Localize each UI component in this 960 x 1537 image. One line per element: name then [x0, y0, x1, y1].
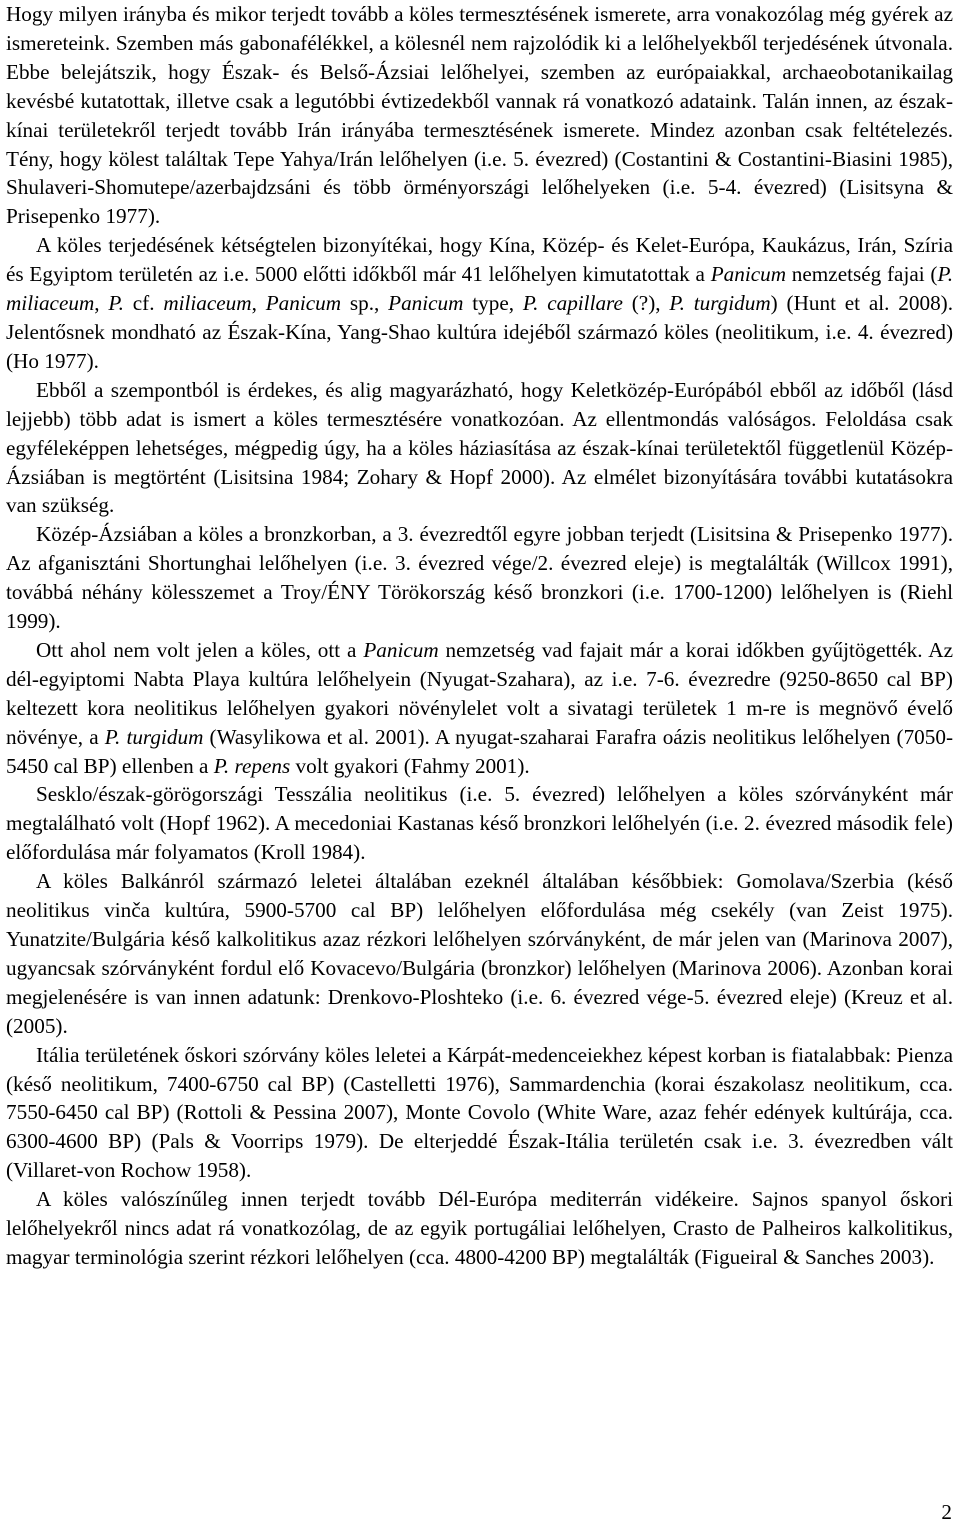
italic-text-run: P. repens — [213, 753, 291, 778]
paragraph — [6, 376, 953, 521]
text-run: A köles valószínűleg innen terjedt tovább Dél-Európa mediterrán vidékeire. Sajnos spanyol őskori lelőhelyekről nincs adat rá vonatkozólag, de az egyik portugáliai lelőhelyen, Crasto de Palheiros kalkolitikus, magyar terminológia szerint rézkori lelőhelyen (cca. 4800-4200 BP) megtalálták (Figueiral & Sanches 2003). — [6, 1187, 953, 1269]
text-run: , — [94, 291, 109, 316]
italic-text-run: P. — [108, 291, 124, 316]
italic-text-run: P. turgidum — [669, 291, 771, 316]
text-run: A köles Balkánról származó leletei általában ezeknél általában későbbiek: Gomolava/Szerbia (késő neolitikus vinča kultúra, 5900-5700 cal BP) lelőhelyen előfordulása még csekély (van Zeist 1975). Yunatzite/Bulgária késő kalkolitikus azaz rézkori lelőhelyen szórványként, de már jelen van (Marinova 2007), ugyancsak szórványként fordul elő Kovacevo/Bulgária (bronzkor) lelőhelyen (Marinova 2006). Azonban korai megjelenésére is van innen adatunk: Drenkovo-Ploshteko (i.e. 6. évezred vége-5. évezred eleje) (Kreuz et al. (2005). — [6, 869, 953, 1038]
text-run: volt gyakori (Fahmy 2001). — [290, 753, 530, 778]
paragraph — [6, 520, 953, 636]
italic-text-run: P. capillare — [522, 291, 623, 316]
text-run: Közép-Ázsiában a köles a bronzkorban, a 3. évezredtől egyre jobban terjedt (Lisitsina & Prisepenko 1977). Az afganisztáni Shortunghai lelőhelyen (i.e. 3. évezred vége/2. évezred eleje) is megtalálták (Willcox 1991), továbbá néhány kölesszemet a Troy/ÉNY Törökország késő bronzkori (i.e. 1700-1200) lelőhelyen is (Riehl 1999). — [6, 522, 953, 634]
text-run: ) (Hunt et al. 2008). Jelentősnek mondható az Észak-Kína, Yang-Shao kultúra idejéből származó köles (neolitikum, i.e. 4. évezred) (Ho 1977). — [6, 291, 954, 373]
italic-text-run: Panicum — [388, 291, 464, 316]
paragraph — [6, 1185, 953, 1272]
text-run: (Wasylikowa et al. 2001). A nyugat-szaharai Farafra oázis neolitikus lelőhelyen (7050-5450 cal BP) ellenben a — [6, 724, 954, 778]
paragraph — [6, 0, 953, 231]
text-run: type, — [463, 291, 523, 316]
italic-text-run: P. turgidum — [104, 724, 204, 749]
text-run: Sesklo/észak-görögországi Tesszália neolitikus (i.e. 5. évezred) lelőhelyen a köles szórványként már megtalálható volt (Hopf 1962). A mecedoniai Kastanas késő bronzkori lelőhelyén (i.e. 2. évezred második fele) előfordulása már folyamatos (Kroll 1984). — [6, 782, 953, 865]
text-run: Ebből a szempontból is érdekes, és alig magyarázható, hogy Keletközép-Európából ebből az időből (lásd lejjebb) több adat is ismert a köles termesztésére vonatkozóan. Az ellentmondás valóságos. Feloldása csak egyféleképpen lehetséges, mégpedig úgy, ha a köles háziasítása az észak-kínai területektől függetlenül Közép-Ázsiában is megtörtént (Lisitsina 1984; Zohary & Hopf 2000). Az elmélet bizonyítására további kutatásokra van szükség. — [6, 377, 953, 518]
paragraph — [6, 231, 953, 376]
body-text — [6, 0, 953, 1272]
text-run: A köles terjedésének kétségtelen bizonyítékai, hogy Kína, Közép- és Kelet-Európa, Kaukázus, Irán, Szíria és Egyiptom területén az i.e. 5000 előtti időkből már 41 lelőhelyen kimutatottak a — [6, 233, 953, 287]
italic-text-run: miliaceum — [163, 291, 252, 316]
paragraph — [6, 780, 953, 867]
text-run: Ott ahol nem volt jelen a köles, ott a — [36, 637, 364, 662]
italic-text-run: Panicum — [265, 291, 342, 316]
paragraph — [6, 867, 953, 1040]
text-run: (?), — [622, 291, 670, 316]
text-run: cf. — [123, 291, 164, 316]
paragraph — [6, 1041, 953, 1186]
text-run: nemzetség fajai ( — [786, 262, 938, 287]
text-run: , — [251, 291, 266, 316]
italic-text-run: Panicum — [710, 262, 787, 287]
italic-text-run: P. miliaceum — [6, 262, 953, 316]
text-run: sp., — [341, 291, 389, 316]
text-run: Itália területének őskori szórvány köles leletei a Kárpát-medenceiekhez képest korban is fiatalabbak: Pienza (késő neolitikum, 7400-6750 cal BP) (Castelletti 1976), Sammardenchia (korai északolasz neolitikum, cca. 7550-6450 cal BP) (Rottoli & Pessina 2007), Monte Covolo (White Ware, azaz fehér edények kultúrája, cca. 6300-4600 BP) (Pals & Voorrips 1979). De elterjeddé Észak-Itália területén csak i.e. 3. évezredben vált (Villaret-von Rochow 1958). — [6, 1042, 953, 1183]
paragraph — [6, 636, 953, 781]
text-run: nemzetség vad fajait már a korai időkben gyűjtögették. Az dél-egyiptomi Nabta Playa kultúra lelőhelyein (Nyugat-Szahara), az i.e. 7-6. évezredre (9250-8650 cal BP) keltezett kora neolitikus lelőhelyen gyakori növénylelet volt a sivatagi területek 1 m-re is megnövő évelő növénye, a — [6, 637, 953, 749]
page-number: 2 — [941, 1500, 952, 1524]
italic-text-run: Panicum — [363, 637, 439, 662]
document-page — [6, 0, 953, 1272]
text-run: Hogy milyen irányba és mikor terjedt tovább a köles termesztésének ismerete, arra vonakozólag még gyérek az ismereteink. Szemben más gabonafélékkel, a kölesnél nem rajzolódik ki a lelőhelyekből terjedésének útvonala. Ebbe belejátszik, hogy Észak- és Belső-Ázsiai lelőhelyei, szemben az európaiakkal, archaeobotanikailag kevésbé kutatottak, illetve csak a legutóbbi évtizedekből vannak rá vonatkozó adataink. Talán innen, az észak-kínai területekről terjedt tovább Irán irányába termesztésének ismerete. Mindez azonban csak feltételezés. Tény, hogy kölest találtak Tepe Yahya/Irán lelőhelyen (i.e. 5. évezred) (Costantini & Costantini-Biasini 1985), Shulaveri-Shomutepe/azerbajdzsáni és több örményországi lelőhelyeken (i.e. 5-4. évezred) (Lisitsyna & Prisepenko 1977). — [6, 2, 953, 229]
